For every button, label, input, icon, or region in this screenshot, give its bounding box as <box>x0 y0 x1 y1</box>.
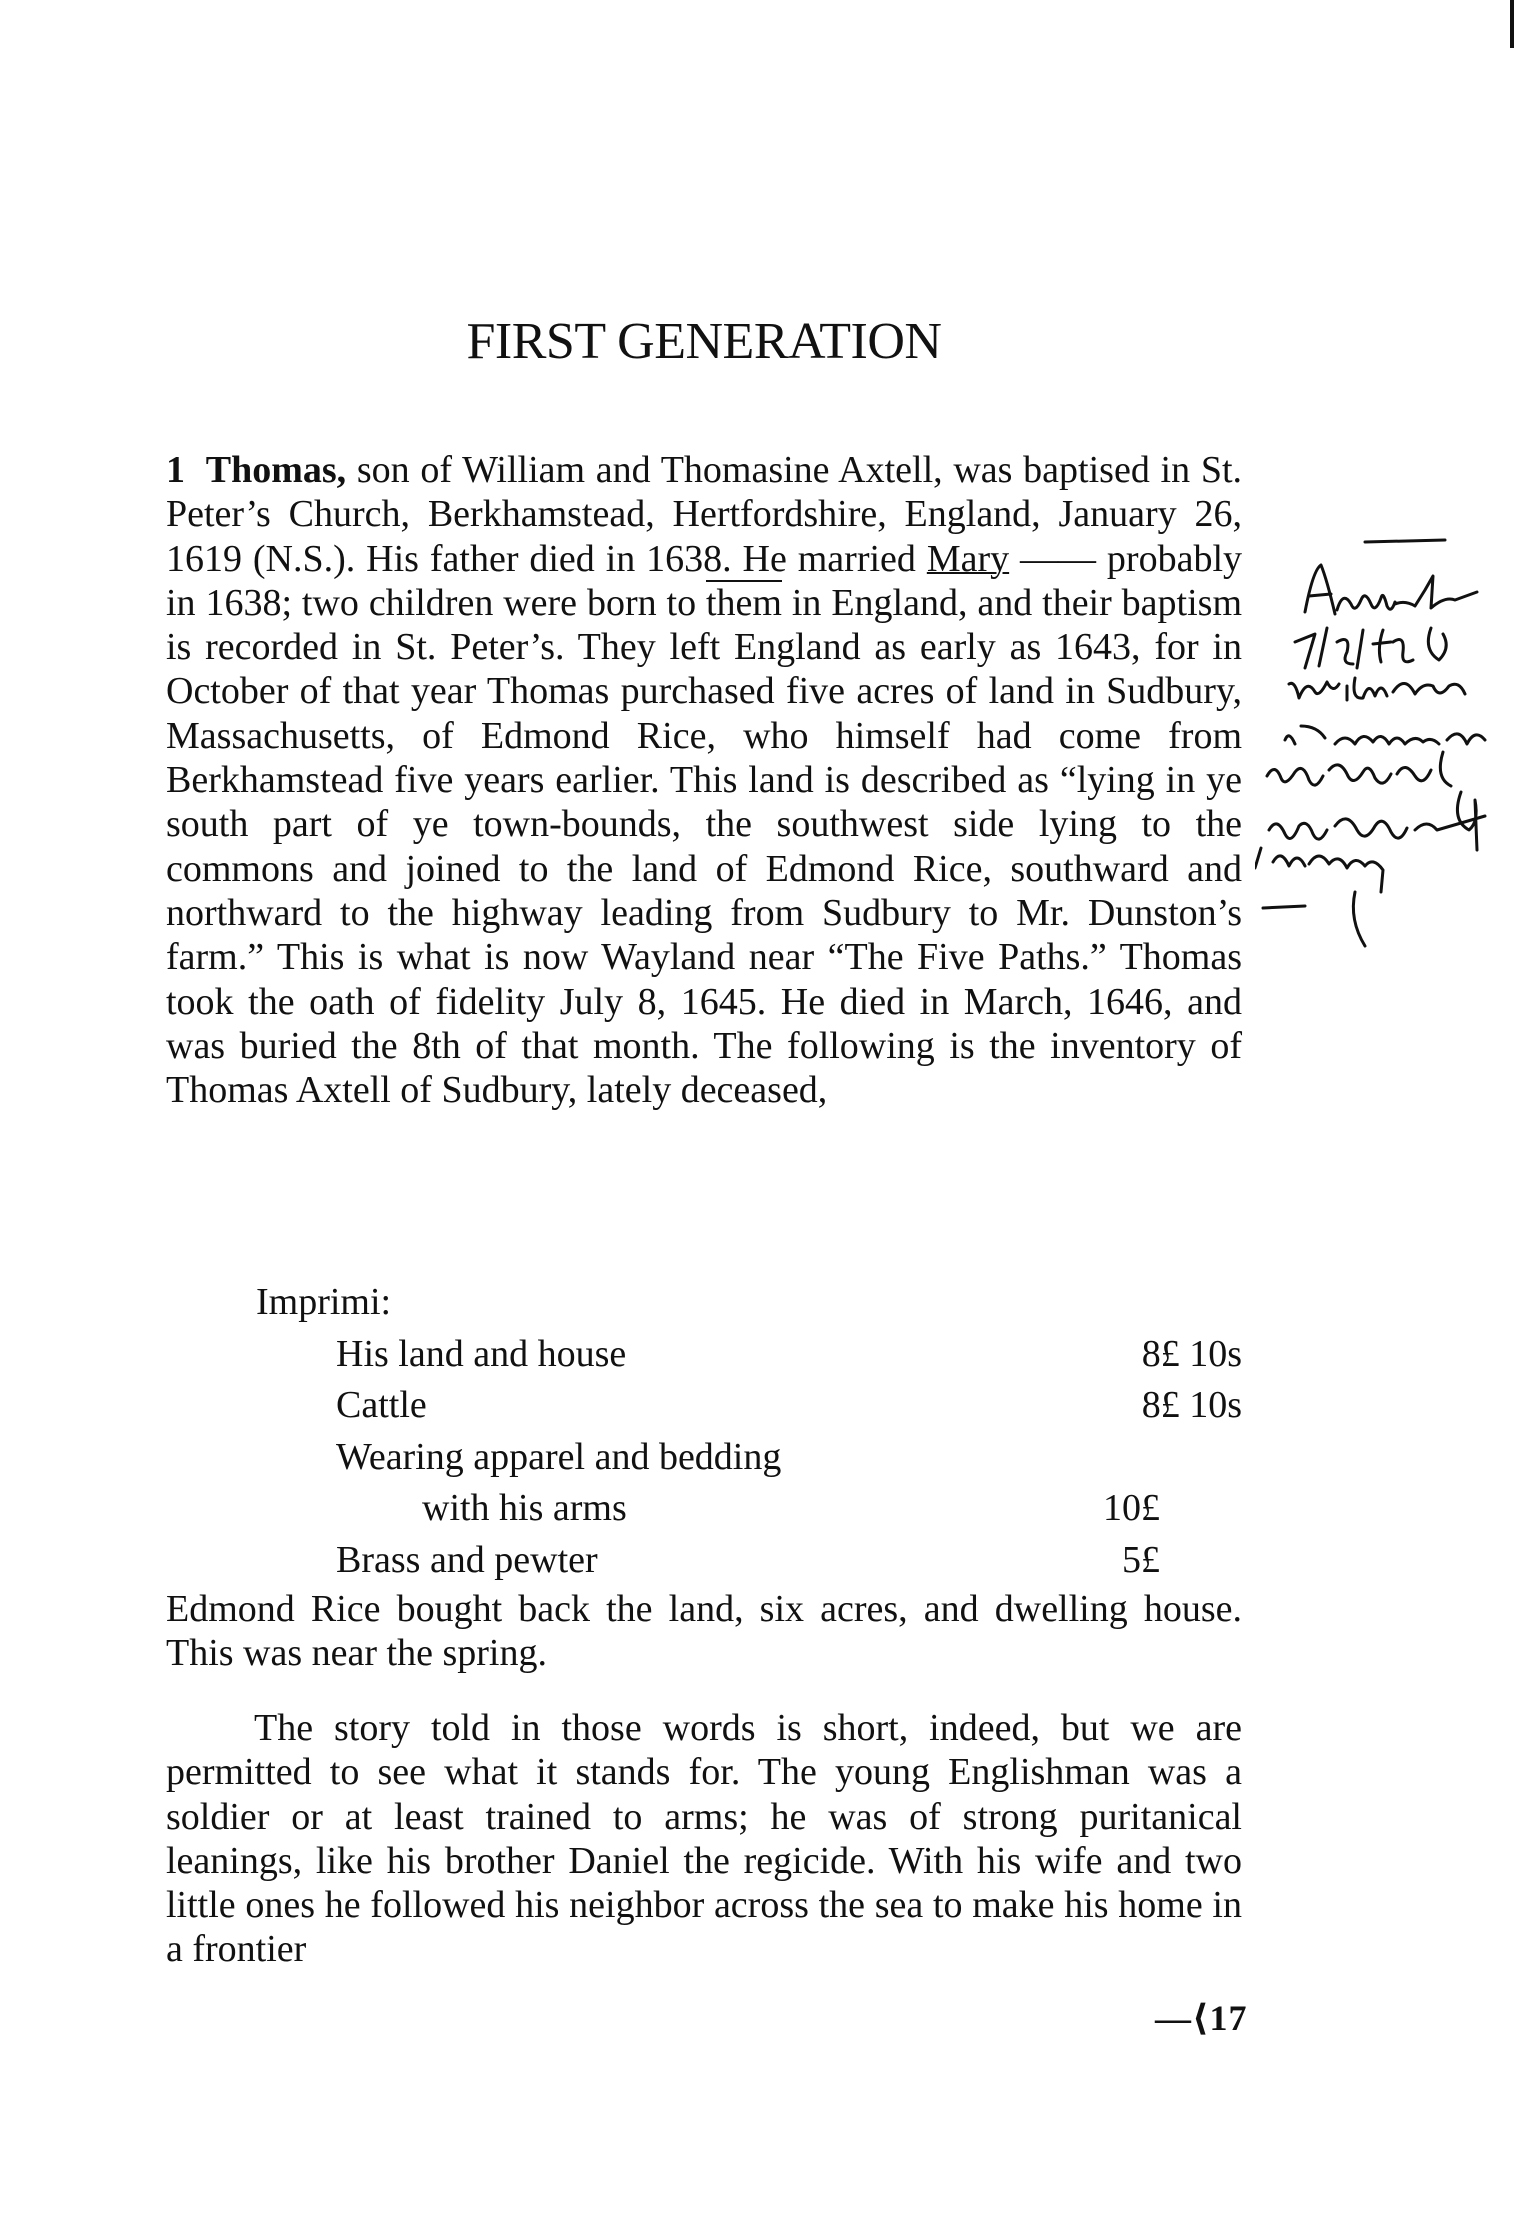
entry-text-part2: —— probably in 1638; two children were born <box>166 537 1243 624</box>
inventory-row <box>166 1535 1242 1587</box>
inventory-item-label: Cattle <box>336 1384 427 1426</box>
inventory-item-amount: 8£ 10s <box>1141 1384 1242 1426</box>
inventory-item-label: Brass and pewter <box>336 1538 598 1581</box>
entry-them: them <box>705 581 782 624</box>
inventory-list <box>166 1277 1242 1586</box>
inventory-item-label: Wearing apparel and bedding <box>336 1435 782 1478</box>
inventory-heading: Imprimi: <box>256 1281 392 1323</box>
inventory-item-label: His land and house <box>336 1332 627 1375</box>
inventory-item-amount: 8£ 10s <box>1141 1332 1242 1375</box>
entry-name: Thomas, <box>205 449 347 491</box>
inventory-row <box>166 1329 1242 1381</box>
page-edge-mark <box>1510 0 1528 48</box>
entry-space <box>696 582 706 624</box>
inventory-item-amount: 10£ <box>1103 1487 1160 1529</box>
entry-paragraph <box>166 448 1242 1112</box>
page-number <box>1155 1997 1247 2039</box>
handwritten-margin-note <box>1255 530 1505 950</box>
entry-text-part3: in England, and their baptism is recorded in St. Peter’s. They left England as early as 1643, for in October of that year Thomas purchased five acres of land in Sudbury, Massachusetts, of Edmond Rice, who himself had come from Berkhamstead five years earlier. This land is described as “lying in ye south part of ye town-bounds, the southwest side lying to the commons and joined to the land of Edmond Rice, southward and northward to the highway leading from Sudbury to Mr. Dunston’s farm.” This is what is now Wayland near “The Five Paths.” Thomas took the oath of fidelity July 8, 1645. He died in March, 1646, and was buried the 8th of that month. The following is the inventory of Thomas Axtell of Sudbury, lately deceased, <box>166 581 1242 1112</box>
inventory-row <box>166 1483 1242 1535</box>
inventory-item-amount: 5£ <box>1122 1538 1160 1581</box>
story-paragraph: The story told in those words is short, indeed, but we are permitted to see what it stands for. The young Englishman was a soldier or at least trained to arms; he was of strong puritanical leanings, like his brother Daniel the regicide. With his wife and two little ones he followed his neighbor across the sea to make his home in a frontier <box>166 1707 1242 1971</box>
inventory-item-label: with his arms <box>422 1487 627 1529</box>
entry-mary: Mary <box>926 537 1010 580</box>
handwriting-drawing <box>1255 530 1505 950</box>
entry-number: 1 <box>166 449 185 491</box>
inventory-row <box>166 1432 1242 1484</box>
entry-to: to <box>666 581 697 624</box>
folio-number: 17 <box>1209 1998 1248 2038</box>
entry-text-part1: son of William and Thomasine Axtell, was baptised in St. Peter’s Church, Berkhamstead, Hertfordshire, England, January 26, 1619 (N.S.). His father died in 1638. He married <box>166 449 1243 580</box>
inventory-row <box>166 1380 1242 1432</box>
folio-ornament: —⟨ <box>1155 1998 1210 2038</box>
chapter-heading: FIRST GENERATION <box>466 313 942 370</box>
after-inventory-paragraph: Edmond Rice bought back the land, six acres, and dwelling house. This was near the spring. <box>166 1588 1242 1675</box>
